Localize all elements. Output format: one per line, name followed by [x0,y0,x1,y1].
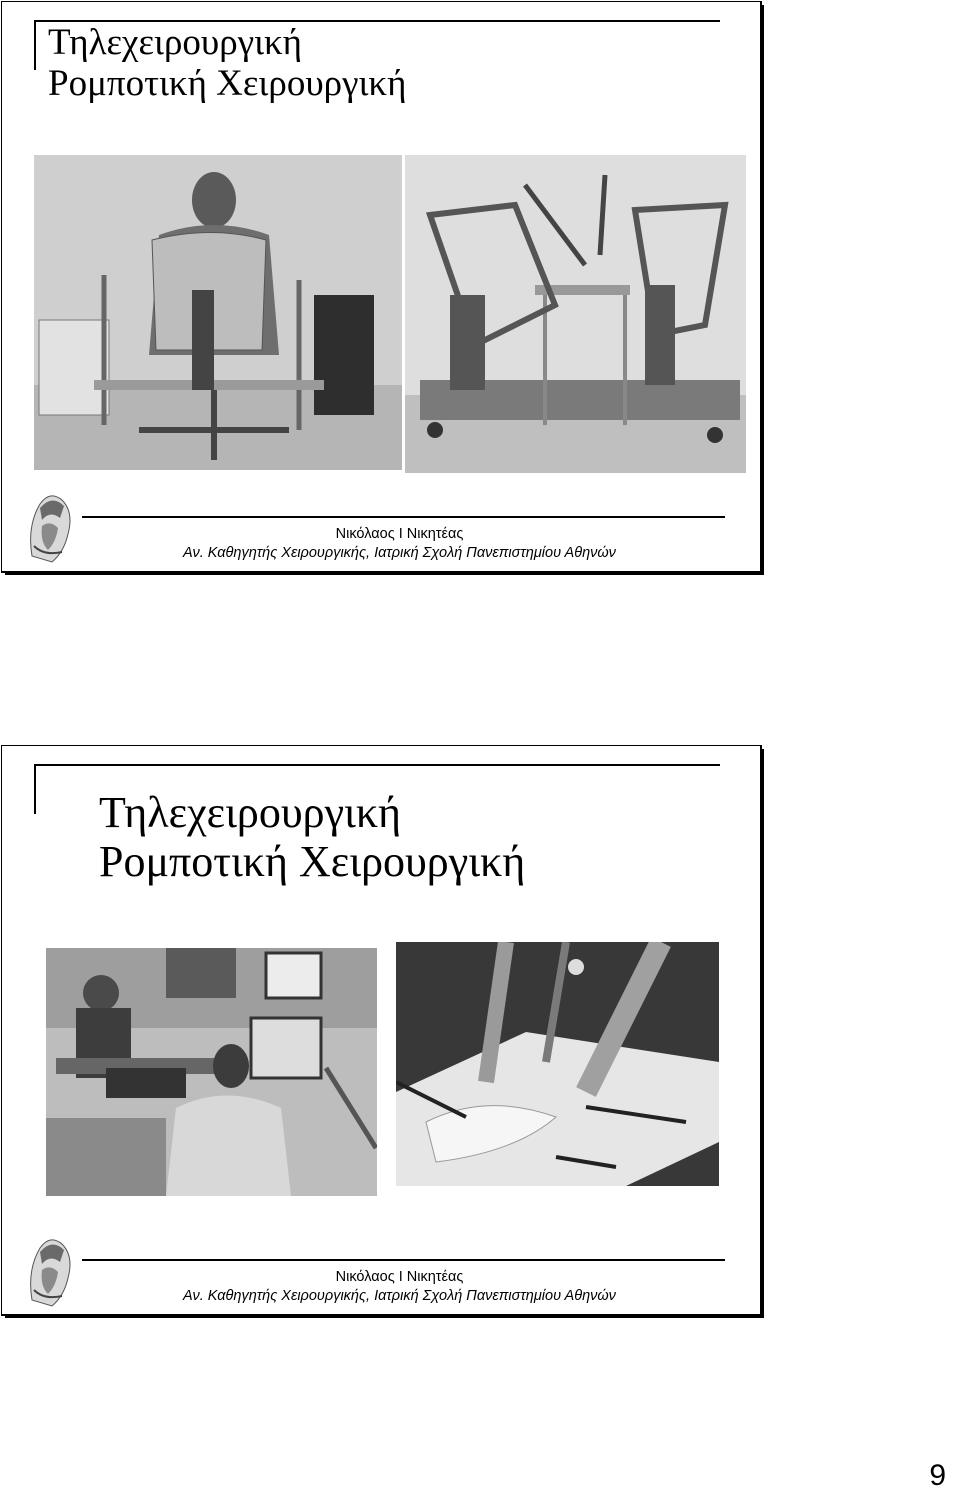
slide-2-footer-name: Νικόλαος Ι Νικητέας [335,1269,464,1285]
slide-1-footer-name: Νικόλαος Ι Νικητέας [335,526,464,542]
instruments-closeup-photo [396,942,719,1186]
slide-2-footer-affiliation: Αν. Καθηγητής Χειρουργικής, Ιατρική Σχολή Πανεπιστημίου Αθηνών [183,1288,616,1304]
slide-2 [0,744,960,1324]
slide-1-footer-affiliation: Αν. Καθηγητής Χειρουργικής, Ιατρική Σχολή Πανεπιστημίου Αθηνών [183,545,616,561]
slide-2-title-line2: Ρομποτική Χειρουργική [99,837,526,887]
slide-2-university-logo [22,1230,78,1310]
page-number: 9 [929,1459,946,1492]
slide-1-footer [82,525,717,563]
surgeon-console-photo [34,155,402,470]
slide-1-title [48,22,406,105]
slide-2-title [99,788,525,887]
slide-1-footer-rule [82,516,725,518]
slide-1-university-logo [22,486,78,566]
slide-1-title-line1: Τηλεχειρουργική [48,22,303,63]
slide-1-title-line2: Ρομποτική Χειρουργική [48,63,407,105]
robotic-arms-photo [405,155,746,473]
slide-1 [0,0,960,580]
lab-operators-photo [46,948,377,1196]
slide-2-footer [82,1268,717,1306]
slide-2-footer-rule [82,1259,725,1261]
slide-2-title-line1: Τηλεχειρουργική [99,788,402,837]
